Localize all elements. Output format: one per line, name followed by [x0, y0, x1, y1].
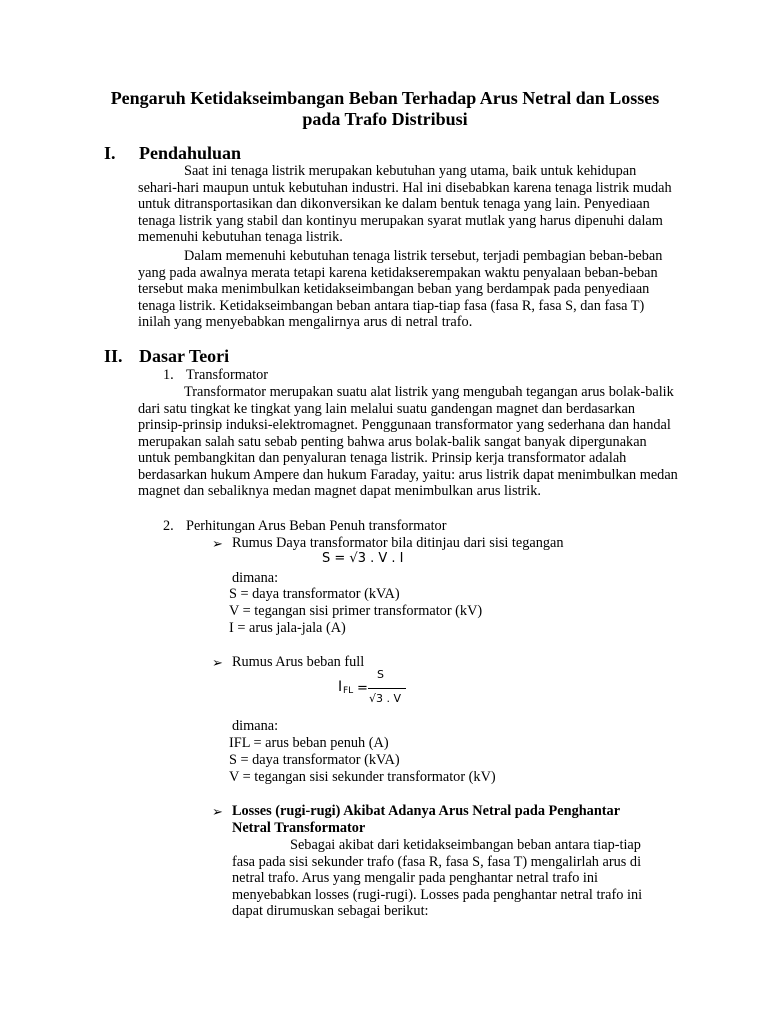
losses-paragraph-text: Sebagai akibat dari ketidakseimbangan beban antara tiap-tiap fasa pada sisi sekunder trafo (fasa R, fasa S, fasa T) mengalirlah arus di netral trafo. Arus yang mengalir pada penghantar netral trafo ini menyebabkan losses (rugi-rugi). Losses pada penghantar netral trafo ini dapat dirumuskan sebagai berikut: — [232, 837, 643, 919]
where-label-2: dimana: — [232, 718, 279, 734]
list-item-2-number: 2. — [163, 518, 174, 534]
bullet-2-text: Rumus Arus beban full — [232, 654, 365, 670]
section-1-number: I. — [104, 143, 116, 163]
formula-ifl-lhs: I — [338, 679, 343, 695]
list-item-2-title: Perhitungan Arus Beban Penuh transformator — [186, 518, 447, 534]
list-item-1-title: Transformator — [186, 367, 269, 383]
definition-2-1: IFL = arus beban penuh (A) — [229, 735, 389, 751]
formula-ifl-denominator: √3 . V — [369, 692, 402, 705]
fraction-bar — [368, 688, 406, 689]
losses-paragraph — [232, 837, 666, 920]
transformator-paragraph — [138, 384, 678, 500]
formula-ifl-equals: = — [357, 681, 368, 696]
formula-ifl-subscript: FL — [343, 686, 354, 696]
list-item-1-number: 1. — [163, 367, 174, 383]
bullet-3-heading-line-2: Netral Transformator — [232, 820, 366, 836]
where-label-1: dimana: — [232, 570, 279, 586]
section-1-paragraph-2 — [138, 248, 678, 331]
section-1-paragraph-1-text: Saat ini tenaga listrik merupakan kebutuhan yang utama, baik untuk kehidupan sehari-hari maupun untuk kebutuhan industri. Hal ini disebabkan karena tenaga listrik mudah untuk ditransportasikan dan dikonversikan ke dalam bentuk tenaga yang lain. Penyediaan tenaga listrik yang stabil dan kontinyu merupakan syarat mutlak yang harus dipenuhi dalam memenuhi kebutuhan tenaga listrik. — [138, 163, 672, 245]
section-1-heading: Pendahuluan — [139, 143, 242, 163]
section-1-paragraph-2-text: Dalam memenuhi kebutuhan tenaga listrik tersebut, terjadi pembagian beban-beban yang pada awalnya merata tetapi karena ketidakserempakan waktu penyalaan beban-beban tersebut maka menimbulkan ketidakseimbangan beban yang berdampak pada penyediaan tenaga listrik. Ketidakseimbangan beban antara tiap-tiap fasa (fasa R, fasa S, dan fasa T) inilah yang menyebabkan mengalirnya arus di netral trafo. — [138, 248, 663, 330]
formula-power: S = √3 . V . I — [322, 551, 404, 566]
definition-2-2: S = daya transformator (kVA) — [229, 752, 400, 768]
section-2-number: II. — [104, 346, 123, 366]
bullet-1-text: Rumus Daya transformator bila ditinjau dari sisi tegangan — [232, 535, 564, 551]
title-line-1: Pengaruh Ketidakseimbangan Beban Terhadap Arus Netral dan Losses — [110, 88, 660, 108]
definition-1-2: V = tegangan sisi primer transformator (kV) — [229, 603, 483, 619]
arrow-bullet-icon: ➢ — [212, 536, 223, 551]
definition-1-3: I = arus jala-jala (A) — [229, 620, 346, 636]
document-title — [90, 88, 680, 130]
formula-ifl-numerator: S — [377, 668, 384, 681]
definition-1-1: S = daya transformator (kVA) — [229, 586, 400, 602]
section-2-heading: Dasar Teori — [139, 346, 230, 366]
definition-2-3: V = tegangan sisi sekunder transformator (kV) — [229, 769, 496, 785]
bullet-3-heading-line-1: Losses (rugi-rugi) Akibat Adanya Arus Netral pada Penghantar — [232, 803, 621, 819]
section-1-paragraph-1 — [138, 163, 678, 246]
transformator-paragraph-text: Transformator merupakan suatu alat listrik yang mengubah tegangan arus bolak-balik dari satu tingkat ke tingkat yang lain melalui suatu gandengan magnet dan berdasarkan prinsip-prinsip induksi-elektromagnet. Penggunaan transformator yang sederhana dan handal merupakan salah satu sebab penting bahwa arus bolak-balik sangat banyak dipergunakan untuk pembangkitan dan penyaluran tenaga listrik. Prinsip kerja transformator adalah berdasarkan hukum Ampere dan hukum Faraday, yaitu: arus listrik dapat menimbulkan medan magnet dan sebaliknya medan magnet dapat menimbulkan arus listrik. — [138, 384, 678, 499]
arrow-bullet-icon: ➢ — [212, 804, 223, 819]
title-line-2: pada Trafo Distribusi — [302, 109, 468, 129]
arrow-bullet-icon: ➢ — [212, 655, 223, 670]
